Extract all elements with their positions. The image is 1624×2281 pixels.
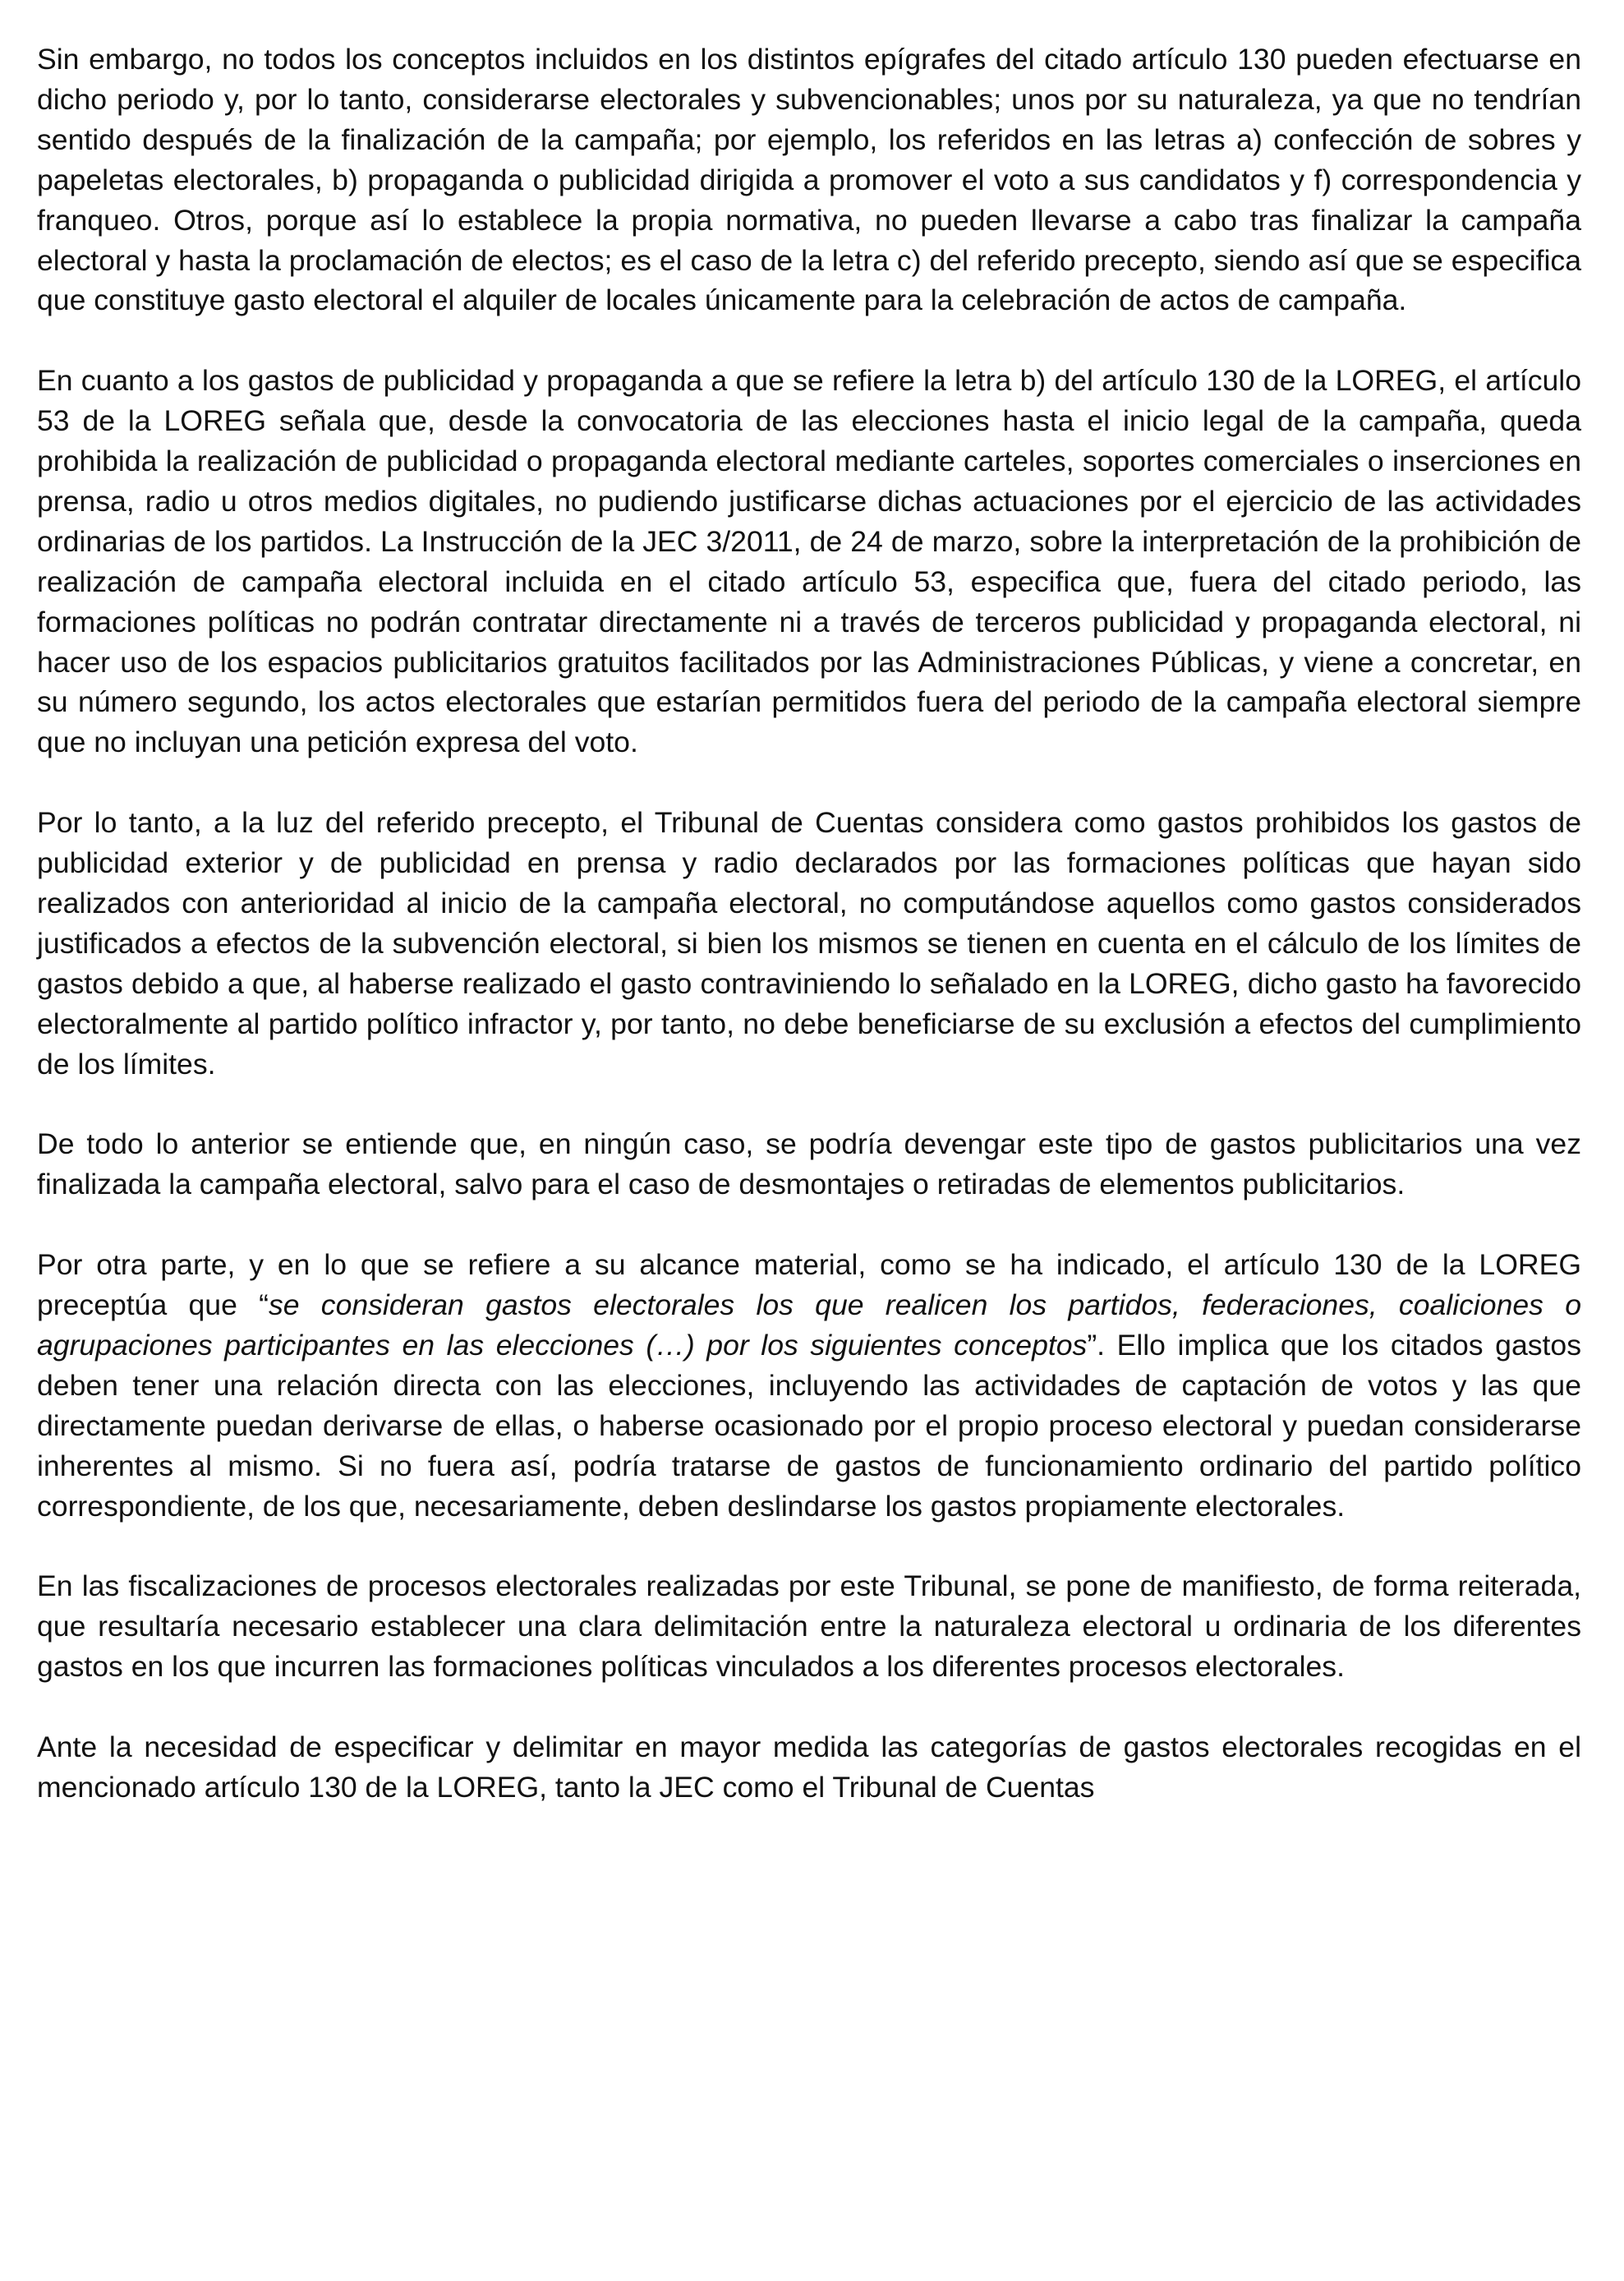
- paragraph-7: Ante la necesidad de especificar y delimitar en mayor medida las categorías de gastos electorales recogidas en el mencionado artículo 130 de la LOREG, tanto la JEC como el Tribunal de Cuentas: [37, 1730, 1581, 1804]
- paragraph-5-after: ”. Ello implica que los citados gastos deben tener una relación directa con las elecciones, incluyendo las actividades de captación de votos y las que directamente puedan derivarse de ellas, o haberse ocasionado por el propio proceso electoral y puedan considerarse inherentes al mismo. Si no fuera así, podría tratarse de gastos de funcionamiento ordinario del partido político correspondiente, de los que, necesariamente, deben deslindarse los gastos propiamente electorales.: [37, 1328, 1581, 1523]
- paragraph-5-before: Por otra parte, y en lo que se refiere a su alcance material, como se ha indicado, el artículo 130 de la LOREG preceptúa que “: [37, 1248, 1581, 1322]
- paragraph-1: Sin embargo, no todos los conceptos incluidos en los distintos epígrafes del citado artículo 130 pueden efectuarse en dicho periodo y, por lo tanto, considerarse electorales y subvencionables; unos por su naturaleza, ya que no tendrían sentido después de la finalización de la campaña; por ejemplo, los referidos en las letras a) confección de sobres y papeletas electorales, b) propaganda o publicidad dirigida a promover el voto a sus candidatos y f) correspondencia y franqueo. Otros, porque así lo establece la propia normativa, no pueden llevarse a cabo tras finalizar la campaña electoral y hasta la proclamación de electos; es el caso de la letra c) del referido precepto, siendo así que se especifica que constituye gasto electoral el alquiler de locales únicamente para la celebración de actos de campaña.: [37, 43, 1581, 317]
- document-page: [37, 39, 1581, 1808]
- paragraph-4: De todo lo anterior se entiende que, en ningún caso, se podría devengar este tipo de gastos publicitarios una vez finalizada la campaña electoral, salvo para el caso de desmontajes o retiradas de elementos publicitarios.: [37, 1127, 1581, 1201]
- paragraph-6: En las fiscalizaciones de procesos electorales realizadas por este Tribunal, se pone de manifiesto, de forma reiterada, que resultaría necesario establecer una clara delimitación entre la naturaleza electoral u ordinaria de los diferentes gastos en los que incurren las formaciones políticas vinculados a los diferentes procesos electorales.: [37, 1569, 1581, 1684]
- paragraph-5: [37, 1245, 1581, 1526]
- paragraph-3: Por lo tanto, a la luz del referido precepto, el Tribunal de Cuentas considera como gastos prohibidos los gastos de publicidad exterior y de publicidad en prensa y radio declarados por las formaciones políticas que hayan sido realizados con anterioridad al inicio de la campaña electoral, no computándose aquellos como gastos considerados justificados a efectos de la subvención electoral, si bien los mismos se tienen en cuenta en el cálculo de los límites de gastos debido a que, al haberse realizado el gasto contraviniendo lo señalado en la LOREG, dicho gasto ha favorecido electoralmente al partido político infractor y, por tanto, no debe beneficiarse de su exclusión a efectos del cumplimiento de los límites.: [37, 806, 1581, 1081]
- legal-quote: se consideran gastos electorales los que realicen los partidos, federaciones, coaliciones o agrupaciones participantes en las elecciones (…) por los siguientes conceptos: [37, 1288, 1581, 1362]
- paragraph-2: En cuanto a los gastos de publicidad y propaganda a que se refiere la letra b) del artículo 130 de la LOREG, el artículo 53 de la LOREG señala que, desde la convocatoria de las elecciones hasta el inicio legal de la campaña, queda prohibida la realización de publicidad o propaganda electoral mediante carteles, soportes comerciales o inserciones en prensa, radio u otros medios digitales, no pudiendo justificarse dichas actuaciones por el ejercicio de las actividades ordinarias de los partidos. La Instrucción de la JEC 3/2011, de 24 de marzo, sobre la interpretación de la prohibición de realización de campaña electoral incluida en el citado artículo 53, especifica que, fuera del citado periodo, las formaciones políticas no podrán contratar directamente ni a través de terceros publicidad y propaganda electoral, ni hacer uso de los espacios publicitarios gratuitos facilitados por las Administraciones Públicas, y viene a concretar, en su número segundo, los actos electorales que estarían permitidos fuera del periodo de la campaña electoral siempre que no incluyan una petición expresa del voto.: [37, 364, 1581, 759]
